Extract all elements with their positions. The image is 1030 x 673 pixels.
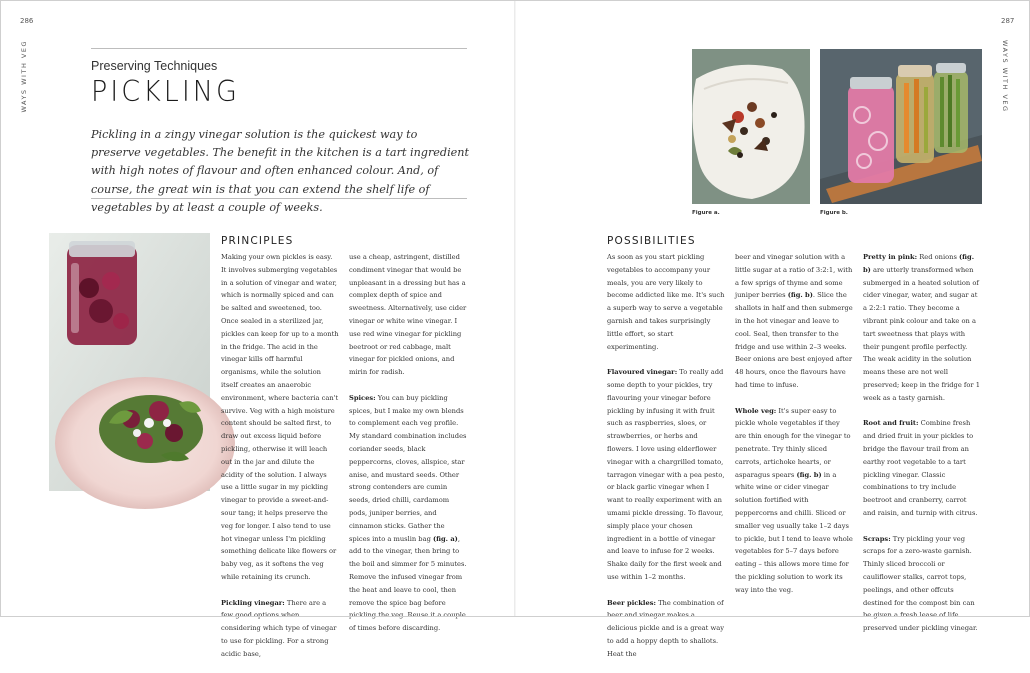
pickle-jars-illustration: [820, 49, 982, 204]
beer-pickles-paragraph: [607, 597, 725, 661]
paragraph-label: Scraps:: [863, 534, 891, 543]
paragraph-text: Red onions: [917, 253, 960, 261]
paragraph-text: beer and vinegar solution with a little sugar at a ratio of 3:2:1, with a few sprigs of thyme and some juniper berries: [735, 253, 853, 300]
beer-pickles-continued-paragraph: [735, 251, 853, 392]
principles-column-1: [221, 251, 339, 673]
flavoured-vinegar-paragraph: [607, 366, 725, 584]
paragraph-label: Spices:: [349, 393, 376, 402]
paragraph-text: are utterly transformed when submerged in a heated solution of cider vinegar, water, and sugar at a 2:2:1 ratio. They become a vibrant pink colour and take on a tart sweetness that plays with their pungent profile perfectly. The weak acidity in the solution means these are not well preserved; keep in the fridge for 1 week as a tasty garnish.: [863, 265, 980, 402]
figure-reference: (fig. b): [863, 253, 975, 274]
running-head: WAYS WITH VEG: [20, 40, 28, 113]
running-head: WAYS WITH VEG: [1001, 40, 1009, 113]
pretty-in-pink-paragraph: [863, 251, 981, 405]
possibilities-intro-paragraph: As soon as you start pickling vegetables to accompany your meals, you are very likely to become addicted like me. It's such a superb way to serve a vegetable garnish and takes surprisingly little effort, so start experimenting.: [607, 253, 725, 351]
paragraph-text: in a white wine or cider vinegar solution fortified with peppercorns and chilli. Sliced or smaller veg usually take 1–2 days to pickle, but I tend to leave whole vegetables for 5–7 days before eating – this allows more time for the pickling solution to work its way into the veg.: [735, 470, 853, 594]
figure-b-caption: Figure b.: [820, 210, 848, 216]
page-title: PICKLING: [91, 76, 240, 109]
page-number: 286: [20, 17, 34, 25]
paragraph-label: Pickling vinegar:: [221, 598, 285, 607]
paragraph-text: . Slice the shallots in half and then submerge in the hot vinegar and leave to cool. Seal, then transfer to the fridge and use within 2–3 weeks. Beer onions are best enjoyed after 48 hours, once the flavours have had time to infuse.: [735, 291, 853, 389]
vinegar-types-paragraph: use a cheap, astringent, distilled condiment vinegar that would be unpleasant in a dressing but has a complex depth of spice and sweetness. Alternatively, use cider vinegar or white wine vinegar. I use red wine vinegar for pickling beetroot or red cabbage, malt vinegar for pickled onions, and mirin for radish.: [349, 253, 467, 377]
intro-rule: [91, 198, 467, 199]
principles-column-2: [349, 251, 467, 648]
figure-a-spice-bag-photo: [692, 49, 810, 204]
paragraph-label: Pretty in pink:: [863, 253, 918, 261]
beetroot-salad-photo: [49, 233, 210, 491]
paragraph-label: Root and fruit:: [863, 419, 919, 428]
scraps-paragraph: [863, 533, 981, 635]
paragraph-text: You can buy pickling spices, but I make my own blends to complement each veg profile. My standard combination includes coriander seeds, black peppercorns, cloves, allspice, star anise, and mustard seeds. Other strong contenders are cumin seeds, dried chilli, cardamom pods, juniper berries, and cinnamon sticks. Gather the spices into a muslin bag: [349, 393, 467, 543]
left-page: [0, 0, 515, 658]
paragraph-text: The combination of beer and vinegar makes a delicious pickle and is a great way to add a hoppy depth to shallots. Heat the: [607, 598, 724, 658]
possibilities-column-1: [607, 251, 725, 673]
paragraph-text: To really add some depth to your pickles, try flavouring your vinegar before pickling by infusing it with fruit such as raspberries, sloes, or strawberries, or herbs and flowers. I love using elderflower vinegar with a chargrilled tomato, tarragon vinegar with a pea pesto, or black garlic vinegar when I want to really experiment with an umami pickle dressing. To flavour, simply place your chosen ingredient in a bottle of vinegar and leave to infuse for 2 weeks. Shake daily for the first week and use within 1–2 months.: [607, 368, 725, 581]
root-and-fruit-paragraph: [863, 417, 981, 519]
paragraph-label: Whole veg:: [735, 406, 777, 415]
top-rule: [91, 48, 467, 49]
paragraph-label: Beer pickles:: [607, 598, 656, 607]
figure-reference: (fig. a): [432, 534, 458, 543]
principles-heading: PRINCIPLES: [221, 235, 294, 247]
principles-paragraph: Making your own pickles is easy. It involves submerging vegetables in a solution of vinegar and water, which is normally spiced and can be salted and sweetened, too. Once sealed in a sterilized jar, pickles can keep for up to a month in the fridge. The acid in the vinegar kills off harmful organisms, while the solution itself creates an anaerobic environment, where bacteria can't survive. Veg with a high moisture content should be salted first, to draw out excess liquid before pickling, otherwise it will leach out in the jar and dilute the acidity of the solution. I always use a little sugar in my pickling vinegar to provide a sweet-and-sour tang; it helps preserve the veg for longer. I also tend to use hot vinegar unless I'm pickling something delicate like flowers or baby veg, as it softens the veg while retaining its crunch.: [221, 253, 339, 581]
page-number: 287: [1001, 17, 1015, 25]
paragraph-text: It's super easy to pickle whole vegetables if they are thin enough for the vinegar to penetrate. Try thinly sliced carrots, artichoke hearts, or asparagus spears: [735, 406, 851, 479]
paragraph-text: Try pickling your veg scraps for a zero-waste garnish. Thinly sliced broccoli or cauliflower stalks, carrot tops, peelings, and other offcuts destined for the compost bin can be given a fresh lease of life preserved under pickling vinegar.: [863, 534, 978, 633]
intro-paragraph: Pickling in a zingy vinegar solution is the quickest way to preserve vegetables. The benefit in the kitchen is a tart ingredient with high notes of flavour and often enhanced colour. And, of course, the great win is that you can extend the shelf life of vegetables by at least a couple of weeks.: [91, 128, 469, 214]
figure-reference: (fig. b): [796, 470, 822, 479]
possibilities-column-2: [735, 251, 853, 609]
figure-b-pickle-jars-photo: [820, 49, 982, 204]
spice-bag-illustration: [692, 49, 810, 204]
book-gutter: [514, 0, 516, 617]
spices-paragraph: [349, 392, 467, 635]
whole-veg-paragraph: [735, 405, 853, 597]
possibilities-heading: POSSIBILITIES: [607, 235, 696, 247]
pickling-vinegar-paragraph: [221, 597, 339, 661]
figure-a-caption: Figure a.: [692, 210, 720, 216]
beetroot-salad-illustration: [49, 233, 210, 491]
paragraph-text: There are a few good options when considering which type of vinegar to use for pickling. For a strong acidic base,: [221, 598, 337, 658]
section-kicker: Preserving Techniques: [91, 59, 218, 73]
possibilities-column-3: [863, 251, 981, 648]
paragraph-label: Flavoured vinegar:: [607, 368, 678, 377]
paragraph-text: , add to the vinegar, then bring to the boil and simmer for 5 minutes. Remove the infused vinegar from the heat and leave to cool, then remove the spice bag before pickling the veg. Reuse it a couple of times before discarding.: [349, 534, 467, 633]
paragraph-text: Combine fresh and dried fruit in your pickles to bridge the flavour trail from an earthy root vegetable to a tart pickling vinegar. Classic combinations to try include beetroot and cranberry, carrot and raisin, and turnip with citrus.: [863, 419, 978, 517]
figure-reference: (fig. b): [787, 291, 813, 300]
